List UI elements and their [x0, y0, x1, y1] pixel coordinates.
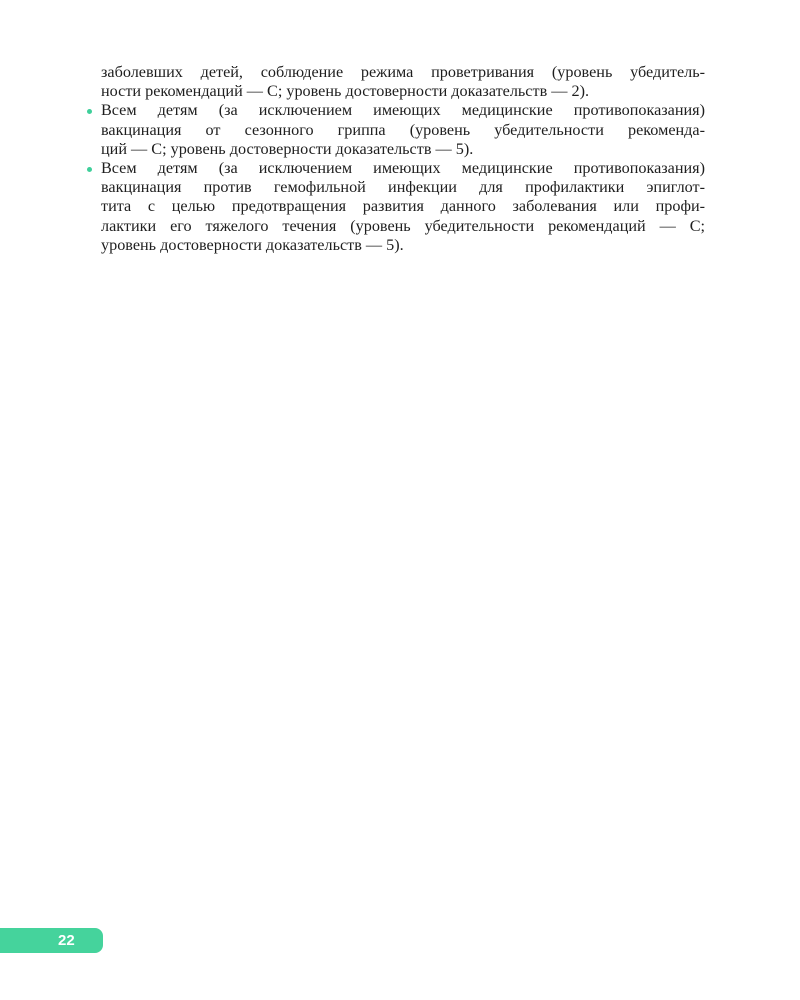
text-line: лактики его тяжелого течения (уровень убедительности рекомендаций — С;: [101, 216, 705, 235]
bullet-icon: [87, 109, 92, 114]
bullet-item-seasonal-flu-vaccination: [101, 101, 705, 159]
text-line: вакцинация против гемофильной инфекции для профилактики эпиглот-: [101, 178, 705, 197]
text-line: уровень достоверности доказательств — 5).: [101, 235, 404, 254]
text-line: тита с целью предотвращения развития данного заболевания или профи-: [101, 197, 705, 216]
text-line: Всем детям (за исключением имеющих медицинские противопоказания): [101, 158, 705, 177]
bullet-item-hib-vaccination: [101, 159, 705, 255]
page-number: 22: [58, 932, 75, 949]
page-number-tab: [0, 928, 103, 953]
continuation-paragraph: [101, 63, 705, 101]
text-line: заболевших детей, соблюдение режима проветривания (уровень убедитель-: [101, 63, 705, 81]
text-line: ности рекомендаций — С; уровень достоверности доказательств — 2).: [101, 82, 590, 101]
body-text: [101, 63, 705, 255]
text-line: вакцинация от сезонного гриппа (уровень убедительности рекоменда-: [101, 120, 705, 139]
bullet-icon: [87, 167, 92, 172]
text-line: Всем детям (за исключением имеющих медицинские противопоказания): [101, 101, 705, 120]
text-line: ций — С; уровень достоверности доказательств — 5).: [101, 139, 474, 158]
